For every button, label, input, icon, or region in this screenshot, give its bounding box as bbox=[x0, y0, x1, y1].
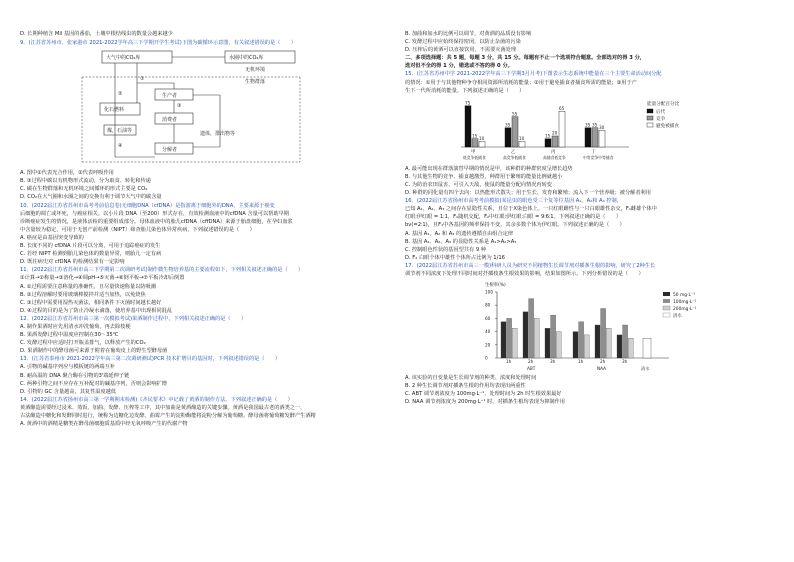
q16-option-a: A. 基因 A₁、A₂ 和 A₃ 的遗传遵循自由组合定律 bbox=[405, 230, 514, 237]
energy-bar-value: 10 bbox=[479, 135, 485, 141]
q10-option-d: D. 既往病史对 cfDNA 的检测结果有一定影响 bbox=[20, 259, 125, 266]
energy-bar-value: 75 bbox=[465, 100, 471, 105]
section-heading-2: 选对但不全的得 1 分，错选或不答的得 0 分。 bbox=[405, 63, 513, 70]
q17-option-b: B. 2 种生长调节剂对插条生根的作用均表现出两重性 bbox=[405, 383, 526, 390]
energy-bar-value: 20 bbox=[552, 130, 558, 136]
consumer-label: 消费者 bbox=[162, 117, 178, 124]
rooting-y-tick-label: 0 bbox=[485, 355, 488, 361]
n1: ① bbox=[140, 76, 145, 83]
q9-option-b: B. ③过程中碳以有机物形式流动，分为取食、转化和传递 bbox=[20, 178, 151, 185]
fossil-label: 化石燃料 bbox=[104, 107, 125, 114]
energy-bar bbox=[465, 106, 471, 147]
q14-text-1: 黄酒酿造需要经过浸米、蒸饭、加曲、发酵、压榨等工序，其中加曲是黄酒酿造的关键步骤。黄酒是我国最古老的酒类之一， bbox=[20, 404, 306, 411]
q11-option-b: B. ②过程溶解时要用玻璃棒搅拌并适当加热，以免烧焦 bbox=[20, 291, 146, 298]
q15-stem: 15．(江苏省苏州中学 2021-2022学年高三下学期3月月考)下图表示生态系统中能量在三个主要生命活动间分配 bbox=[405, 71, 662, 78]
rooting-bar-control bbox=[643, 338, 651, 358]
q12-stem: 12．(2022届江苏省苏州市高三第一次模拟考试)果酒制作过程中，下列相关叙述正确的是（ ） bbox=[20, 315, 247, 322]
q15-option-a: A. 最可能出现在群落演替早期的情况是甲，该种群的种群密度呈增长趋势 bbox=[405, 165, 573, 172]
q14-option-a: A. 黄酒中的酒精是糖类在酵母菌细胞质基质中经无氧呼吸产生的代谢产物 bbox=[20, 421, 188, 428]
energy-bar bbox=[592, 128, 598, 147]
q9-option-d: D. CO₂在大气圈和水圈之间的交换有利于调节大气中的碳含量 bbox=[20, 194, 162, 201]
n2: ② bbox=[118, 91, 123, 98]
q13-stem: 13．(江苏省泰州市 2021-2022学年高三第二次调研测试)PCR 技术扩增目的基因时，下列叙述错误的是（ ） bbox=[20, 356, 281, 363]
q16-option-c: C. 控制眼色性状的基因型共有 9 种 bbox=[405, 246, 486, 253]
q15-text-1: 的情况：①用于与其他物种争夺相同资源所消耗的能量；②用于避免捕食者捕食所需的能量；③用于产 bbox=[405, 79, 637, 86]
legend-swatch-competition bbox=[647, 116, 653, 120]
rooting-time-label: 3h bbox=[622, 359, 628, 365]
rooting-y-tick-label: 20 bbox=[485, 342, 491, 348]
legend-50: 50 mg·L⁻¹ bbox=[673, 293, 695, 299]
q16-text-2: 红眼∶伊红眼 = 1∶1，F₁随机交配，F₂中红眼∶伊红眼∶白眼 = 9∶6∶1。下列叙述正确的是（ ） bbox=[405, 214, 622, 221]
legend-water: 清水 bbox=[673, 314, 682, 320]
energy-group-label: 甲 bbox=[471, 149, 476, 155]
q10-option-b: B. 长度不同的 cfDNA 片段可以分离，可用于追踪癌症的发生 bbox=[20, 243, 161, 250]
legend-offspring: 后代 bbox=[656, 109, 666, 115]
q13-option-a: A. 引物的碱基序列应与模板链的两端互补 bbox=[20, 364, 115, 371]
inorganic-label: 无机环境 bbox=[245, 67, 266, 74]
q9-stem: 9．(江苏省苏州市、张家港市 2021-2022学年高三下学期开学生考试)下图为碳循环示意图，有关叙述错误的是（ ） bbox=[20, 40, 296, 47]
rooting-y-tick-label: 60 bbox=[485, 315, 491, 321]
energy-bar-value: 65 bbox=[559, 105, 565, 111]
legend-swatch-offspring bbox=[647, 109, 653, 113]
q10-text-3: 中含量较为稳定，可用于无创产前检测（NIPT）筛查胎儿染色体异常疾病。下列叙述错误的是（ ） bbox=[20, 226, 255, 233]
rooting-time-label: 2h bbox=[600, 359, 606, 365]
q14-text-2: 古法酿造中糖化和发酵同时进行，统称为边糖化边发酵。曲霉产生的淀粉酶能将淀粉分解为葡萄糖，酵母菌将葡萄糖发酵产生酒精 bbox=[20, 413, 316, 419]
q13-option-d: D. 引物的 GC 含量越高，其复性温度越低 bbox=[20, 388, 117, 395]
q10-text-1: 后细胞的凋亡或坏死，与癌症相关。以小片段 DNA（至200）形式存在，有效检测血液中的cfDNA 含量可以帮助早期 bbox=[20, 210, 289, 217]
q11-option-a: A. ①过程需要注意称量的准确性，且尽量快速称量以防吸潮 bbox=[20, 283, 156, 290]
rooting-y-tick-label: 100 bbox=[485, 289, 493, 295]
energy-bar-value: 15 bbox=[472, 133, 478, 138]
energy-group-sublabel: 低竞争低捕食 bbox=[463, 154, 486, 160]
energy-group-label: 丙 bbox=[551, 149, 556, 155]
rooting-time-label: 2h bbox=[528, 359, 534, 365]
rooting-group-label: ABT bbox=[527, 366, 536, 372]
right-column bbox=[405, 30, 760, 406]
rooting-time-label: 1h bbox=[578, 359, 584, 365]
q16-text-1: 已知 A₁、A₂、A₃ 之间存在显隐性关系，且位于X染色体上。一只红眼雌性与一只白眼雄性杂交，F₁雌雄个体中 bbox=[405, 206, 657, 213]
energy-bar bbox=[552, 136, 558, 147]
legend-swatch-50 bbox=[663, 292, 670, 296]
q12-option-d: D. 果酒制作中的酵母菌可来源于附着在葡萄皮上的野生型酵母菌 bbox=[20, 348, 168, 355]
q8-option-d: D. 长期种植含 Mil 基因的番茄，土壤中根结线虫的数量会越来越少 bbox=[20, 31, 173, 37]
q11-stem: 11．(2022届江苏省苏州市高三下学期第二次调研考试)制作微生物培养基的主要流程如下，下列相关叙述正确的是（ ） bbox=[20, 267, 304, 274]
n3: ③ bbox=[177, 103, 182, 110]
energy-bar bbox=[519, 141, 525, 147]
q15-option-b: B. 与其他生物的竞争、捕食越激烈，种群用于繁殖的能量比例就越小 bbox=[405, 173, 563, 180]
q14-option-b: B. 加曲和加水的比例可以调节，对黄酒的品质没有影响 bbox=[405, 31, 532, 37]
q12-option-c: C. 发酵过程中应适时打开瓶盖排气，以释放产生的CO₂ bbox=[20, 340, 146, 347]
energy-bar-value: 15 bbox=[545, 133, 551, 138]
legend-200: 200mg·L⁻¹ bbox=[673, 307, 697, 313]
rooting-bar bbox=[551, 315, 556, 358]
rooting-bar bbox=[601, 309, 606, 359]
q11-option-d: D. ④过程的目的是为了防止冷凝水滴落，使培养基中出现相同混乱 bbox=[20, 307, 173, 314]
water-label: 水圈中的CO₂库 bbox=[229, 55, 264, 62]
q16-stem: 16．(2022届江苏省扬州市高考考前模拟)某昆虫的眼色受三个复等位基因 A₁、A₂和 A₃ 控制， bbox=[405, 198, 622, 205]
energy-bar bbox=[559, 111, 565, 147]
rooting-bar bbox=[507, 318, 512, 358]
rooting-bar bbox=[584, 335, 589, 358]
energy-chart-svg bbox=[405, 95, 760, 165]
rooting-y-tick-label: 80 bbox=[485, 302, 491, 308]
energy-allocation-chart bbox=[405, 95, 760, 165]
q16-option-b: B. 基因 A₁、A₂、A₃ 的显隐性关系是 A₁>A₂>A₃ bbox=[405, 238, 517, 245]
energy-bar-value: 35 bbox=[592, 122, 598, 127]
rooting-bar bbox=[623, 325, 628, 358]
energy-group-sublabel: 高竞争低捕食 bbox=[503, 154, 526, 160]
energy-bar-value: 35 bbox=[585, 122, 591, 127]
rooting-chart-ylabel: 生根率(%) bbox=[485, 283, 506, 289]
rooting-bar bbox=[529, 299, 534, 358]
rooting-bar bbox=[606, 328, 611, 358]
rooting-bar bbox=[556, 332, 561, 358]
rooting-rate-chart bbox=[405, 278, 760, 374]
q10-option-c: C. 若经 NIPT 检测到胎儿染色体的数量异常，则胎儿一定有病 bbox=[20, 251, 162, 258]
legend-swatch-predation bbox=[647, 123, 653, 127]
rooting-bar bbox=[501, 322, 506, 358]
legend-predation: 避免被捕食 bbox=[656, 123, 679, 129]
energy-bar-value: 35 bbox=[505, 122, 511, 127]
rooting-bar bbox=[595, 325, 600, 358]
energy-bar-value: 55 bbox=[512, 111, 518, 116]
legend-100: 100mg·L⁻¹ bbox=[673, 300, 697, 306]
legend-swatch-200 bbox=[663, 306, 670, 310]
q10-text-2: 诊断癌症发生的情况，是液体活检的重要组成部分。母体血液中的胎儿cfDNA（cffDNA）来源于胎盘细胞，在孕妇血浆 bbox=[20, 218, 293, 225]
q17-option-c: C. ABT 调节剂浓度为 100mg·L⁻¹、处理时间为 2h 时生根效果最好 bbox=[405, 391, 562, 398]
q15-text-2: 生下一代所消耗的能量。下列叙述正确的是（ ） bbox=[405, 87, 525, 94]
rooting-y-tick-label: 40 bbox=[485, 329, 491, 335]
energy-bar bbox=[505, 128, 511, 147]
q13-option-c: C. 两种引物之间不应存在互补配对的碱基序列，否则会影响扩增 bbox=[20, 380, 167, 387]
carbon-cycle-svg bbox=[20, 47, 375, 169]
energy-bar bbox=[479, 141, 485, 147]
energy-bar-value: 10 bbox=[519, 135, 525, 141]
q16-text-3: bv(=2∶1)，且F₁中各基因的频率保持不变，其余多数个体为伊红眼。下列叙述正确的是（ ） bbox=[405, 222, 625, 229]
rooting-bar bbox=[579, 322, 584, 358]
rooting-time-label: 1h bbox=[506, 359, 512, 365]
q10-option-a: A. 癌症是由基因突变导致的 bbox=[20, 234, 84, 241]
section-heading: 二、多项选择题：共 5 题，每题 3 分，共 15 分。每题有不止一个选项符合题意。全部选对的得 3 分， bbox=[405, 55, 645, 62]
q15-option-d: D. 种群的同化量有四个去向：以热能形式散失；用于生长、发育和繁殖；流入下一个营养级；被分解者利用 bbox=[405, 190, 651, 197]
rooting-bar bbox=[512, 328, 517, 358]
legend-swatch-100 bbox=[663, 299, 670, 303]
excretion-label: 遗体，排出物等 bbox=[200, 131, 236, 138]
rooting-bar bbox=[523, 312, 528, 358]
energy-group-label: 丁 bbox=[591, 149, 596, 155]
q12-option-a: A. 制作果酒时应先用清水冲洗葡萄，再去除枝梗 bbox=[20, 323, 131, 330]
carbon-cycle-diagram bbox=[20, 47, 375, 169]
q17-option-d: D. NAA 调节剂浓度为 200mg·L⁻¹ 时，对插条生根均表现为抑制作用 bbox=[405, 399, 565, 406]
q9-option-c: C. 碳在生物群落和无机环境之间循环的形式主要是 CO₂ bbox=[20, 186, 148, 193]
q17-text-1: 调节剂不同浓度下处理不同时间对扦插枝条生根效果的影响，结果如图所示。下列分析错误的是（ ） bbox=[405, 270, 644, 277]
rooting-group-label: NAA bbox=[597, 366, 606, 372]
q17-stem: 17．(2022届江苏省苏州市高三一模)科研人员为研究不同植物生长调节剂对插条生根的影响，研究了2种生长 bbox=[405, 262, 656, 269]
energy-bar bbox=[599, 130, 605, 147]
q11-option-c: C. ③过程中需要用湿热灭菌法，相同条件下灭菌时间越长越好 bbox=[20, 299, 162, 306]
q13-option-b: B. 耐高温的 DNA 聚合酶在引物的3'端延伸子链 bbox=[20, 372, 130, 379]
left-column bbox=[20, 30, 375, 428]
energy-group-sublabel: 中等竞争中等捕食 bbox=[583, 154, 614, 160]
energy-chart-title: 能量分配百分比 bbox=[647, 101, 680, 107]
rooting-group-label: 清水 bbox=[641, 366, 650, 372]
q16-option-d: D. F₂ 白眼个体中雄性个体所占比例为 1/16 bbox=[405, 254, 505, 261]
legend-competition: 竞争 bbox=[656, 116, 666, 122]
bio-label: 生物群落 bbox=[245, 79, 266, 86]
rooting-bar bbox=[628, 338, 633, 358]
energy-group-label: 乙 bbox=[511, 149, 516, 155]
coal-label: 煤，石油等 bbox=[107, 128, 133, 135]
energy-bar bbox=[585, 128, 591, 147]
q14-option-c: C. 发酵过程中应始终保持密闭，以防止杂菌的污染 bbox=[405, 39, 521, 46]
decomposer-label: 分解者 bbox=[162, 147, 178, 154]
q15-option-c: C. 为防治农田鼠害，可引入天敌，使鼠的能量分配向情况丙转变 bbox=[405, 181, 552, 188]
rooting-bar bbox=[545, 328, 550, 358]
q14-stem: 14．(2022届江苏省扬州市高三第一学期期末检测)《齐民要术》中记载了黄酒的制作方法。下列叙述正确的是（ ） bbox=[20, 396, 293, 403]
energy-group-sublabel: 高捕食低竞争 bbox=[543, 154, 566, 160]
rooting-time-label: 3h bbox=[550, 359, 556, 365]
energy-bar-value: 30 bbox=[599, 124, 605, 130]
n4: ④ bbox=[118, 143, 123, 150]
rooting-bar bbox=[534, 318, 539, 358]
legend-swatch-water bbox=[663, 313, 670, 317]
energy-bar bbox=[472, 139, 478, 147]
energy-bar bbox=[545, 139, 551, 147]
q10-stem: 10．(2022届江苏省苏州市高考考前信息卷)无细胞DNA（cfDNA）是指游离于细胞外的DNA，主要来源于癌变 bbox=[20, 202, 275, 209]
rooting-bar bbox=[617, 335, 622, 358]
rooting-chart-svg bbox=[405, 278, 760, 374]
atm-label: 大气中的CO₂库 bbox=[106, 55, 141, 62]
q11-flow: ①计算→②称量→③溶化→④调pH→⑤灭菌→⑥倒平板→⑦平板冷却后倒置 bbox=[20, 275, 185, 282]
rooting-bar bbox=[573, 332, 578, 358]
producer-label: 生产者 bbox=[162, 93, 178, 100]
q9-option-a: A. 图中①代表光合作用，②代表呼吸作用 bbox=[20, 170, 114, 177]
q17-option-a: A. 该实验的自变量是生长调节剂的种类、浓度和处理时间 bbox=[405, 375, 537, 382]
q12-option-b: B. 果酒发酵过程中温度应控制在30～35℃ bbox=[20, 332, 119, 339]
energy-bar bbox=[512, 117, 518, 147]
q14-option-d: D. 压榨后的黄酒可以直接饮用，不需要灭菌处理 bbox=[405, 47, 517, 54]
